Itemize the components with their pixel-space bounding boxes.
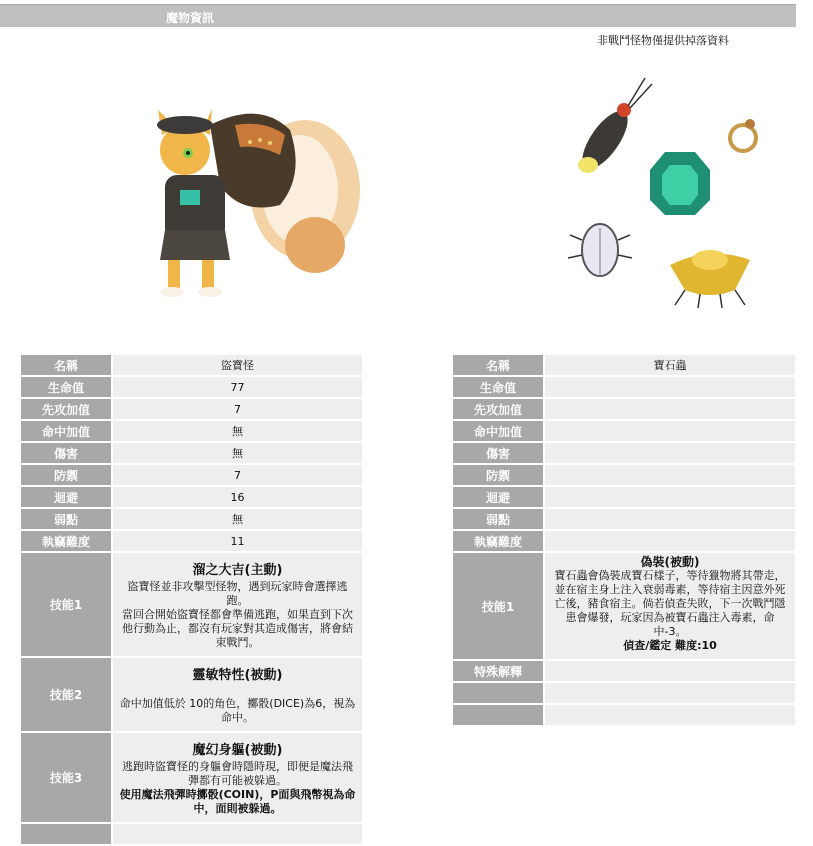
drop-row-label-hp: 生命值 xyxy=(453,377,543,397)
drop-hit xyxy=(543,421,795,441)
drop-row-label-empty-2 xyxy=(453,705,543,725)
skill3-title: 魔幻身軀(被動) xyxy=(192,743,283,758)
gold-ingot-icon xyxy=(670,250,750,308)
monster-steal: 11 xyxy=(111,531,362,551)
drop-row-label-defense: 防禦 xyxy=(453,465,543,485)
drop-row-label-damage: 傷害 xyxy=(453,443,543,463)
row-value-empty xyxy=(111,824,362,844)
drop-hp xyxy=(543,377,795,397)
skill2-desc-1: 命中加值低於 10的角色，擲骰(DICE)為6，視為命中。 xyxy=(119,697,356,724)
skill2-label: 技能2 xyxy=(21,658,111,731)
table-row xyxy=(453,553,795,659)
table-row xyxy=(21,465,362,485)
white-bug-icon xyxy=(568,224,632,276)
skill2-title: 靈敏特性(被動) xyxy=(192,668,283,683)
skill1-title: 溜之大吉(主動) xyxy=(192,563,283,578)
emerald-icon xyxy=(650,152,710,215)
table-row xyxy=(453,661,795,681)
drop-skill1-footer: 偵查/鑑定 難度:10 xyxy=(623,639,717,652)
table-row xyxy=(453,465,795,485)
drop-row-label-evasion: 迴避 xyxy=(453,487,543,507)
page-title: 魔物資訊 xyxy=(166,11,215,25)
loot-illustration xyxy=(560,70,780,320)
monster-illustration xyxy=(140,95,360,310)
drop-defense xyxy=(543,465,795,485)
skill3-desc-1: 逃跑時盜寶怪的身軀會時隱時現，即便是魔法飛彈都有可能被躲過。 xyxy=(122,760,353,787)
monster-initiative: 7 xyxy=(111,399,362,419)
ring-icon xyxy=(730,119,756,151)
monster-hp: 77 xyxy=(111,377,362,397)
drop-row-label-weakness: 弱點 xyxy=(453,509,543,529)
drop-initiative xyxy=(543,399,795,419)
drop-special-label: 特殊解釋 xyxy=(453,661,543,681)
drop-steal xyxy=(543,531,795,551)
table-row xyxy=(21,824,362,844)
drop-row-label-name: 名稱 xyxy=(453,355,543,375)
row-label-name: 名稱 xyxy=(21,355,111,375)
table-row xyxy=(21,399,362,419)
skill1-label: 技能1 xyxy=(21,553,111,656)
drop-row-label-hit: 命中加值 xyxy=(453,421,543,441)
table-row xyxy=(453,683,795,703)
firefly-icon xyxy=(574,78,652,176)
drop-row-value-empty xyxy=(543,683,795,703)
drop-skill1-desc: 寶石蟲會偽裝成寶石樣子，等待獵物將其帶走，並在宿主身上注入衰弱毒素，等待宿主因意外死亡後，豬食宿主。倘若偵查失敗，下一次戰鬥隱患會爆發，玩家因為被寶石蟲注入毒素，命中-3。 xyxy=(554,569,786,638)
table-row xyxy=(453,377,795,397)
row-label-defense: 防禦 xyxy=(21,465,111,485)
drop-weakness xyxy=(543,509,795,529)
drop-evasion xyxy=(543,487,795,507)
monster-damage: 無 xyxy=(111,443,362,463)
monster-hit: 無 xyxy=(111,421,362,441)
skill1-cell xyxy=(111,553,362,656)
drop-row-value-empty-2 xyxy=(543,705,795,725)
table-row xyxy=(453,487,795,507)
drop-name: 寶石蟲 xyxy=(543,355,795,375)
row-label-hp: 生命值 xyxy=(21,377,111,397)
table-row xyxy=(453,509,795,529)
table-row xyxy=(21,509,362,529)
drop-stats-table xyxy=(453,353,795,727)
row-label-empty xyxy=(21,824,111,844)
skill1-desc-1: 盜寶怪並非攻擊型怪物，遇到玩家時會選擇逃跑。 xyxy=(127,580,348,607)
table-row xyxy=(21,658,362,731)
table-row xyxy=(453,355,795,375)
row-label-weakness: 弱點 xyxy=(21,509,111,529)
skill3-desc-bold: 使用魔法飛彈時擲骰(COIN)，P面與飛幣視為命中，面則被躲過。 xyxy=(119,788,356,815)
table-row xyxy=(21,487,362,507)
skill3-cell xyxy=(111,733,362,822)
table-row xyxy=(453,531,795,551)
row-label-damage: 傷害 xyxy=(21,443,111,463)
drop-skill1-title: 偽裝(被動) xyxy=(640,555,700,569)
row-label-initiative: 先攻加值 xyxy=(21,399,111,419)
monster-evasion: 16 xyxy=(111,487,362,507)
table-row xyxy=(21,733,362,822)
table-row xyxy=(453,421,795,441)
header-bar xyxy=(0,4,796,27)
table-row xyxy=(453,705,795,725)
skill2-cell xyxy=(111,658,362,731)
monster-name: 盜寶怪 xyxy=(111,355,362,375)
table-row xyxy=(21,531,362,551)
drop-special-value xyxy=(543,661,795,681)
row-label-steal: 執竊難度 xyxy=(21,531,111,551)
drop-damage xyxy=(543,443,795,463)
monster-stats-table xyxy=(21,353,362,846)
table-row xyxy=(21,421,362,441)
table-row xyxy=(21,443,362,463)
skill1-desc-2: 當回合開始盜寶怪都會準備逃跑，如果直到下次他行動為止，都沒有玩家對其造成傷害，將會結束戰鬥。 xyxy=(122,608,353,649)
table-row xyxy=(21,553,362,656)
table-row xyxy=(21,377,362,397)
drop-skill1-cell xyxy=(543,553,795,659)
drop-note: 非戰鬥怪物僅提供掉落資料 xyxy=(597,34,729,47)
skill3-label: 技能3 xyxy=(21,733,111,822)
drop-row-label-steal: 執竊難度 xyxy=(453,531,543,551)
drop-row-label-initiative: 先攻加值 xyxy=(453,399,543,419)
table-row xyxy=(453,443,795,463)
row-label-evasion: 迴避 xyxy=(21,487,111,507)
table-row xyxy=(21,355,362,375)
drop-row-label-empty xyxy=(453,683,543,703)
monster-weakness: 無 xyxy=(111,509,362,529)
row-label-hit: 命中加值 xyxy=(21,421,111,441)
table-row xyxy=(453,399,795,419)
monster-defense: 7 xyxy=(111,465,362,485)
drop-skill1-label: 技能1 xyxy=(453,553,543,659)
